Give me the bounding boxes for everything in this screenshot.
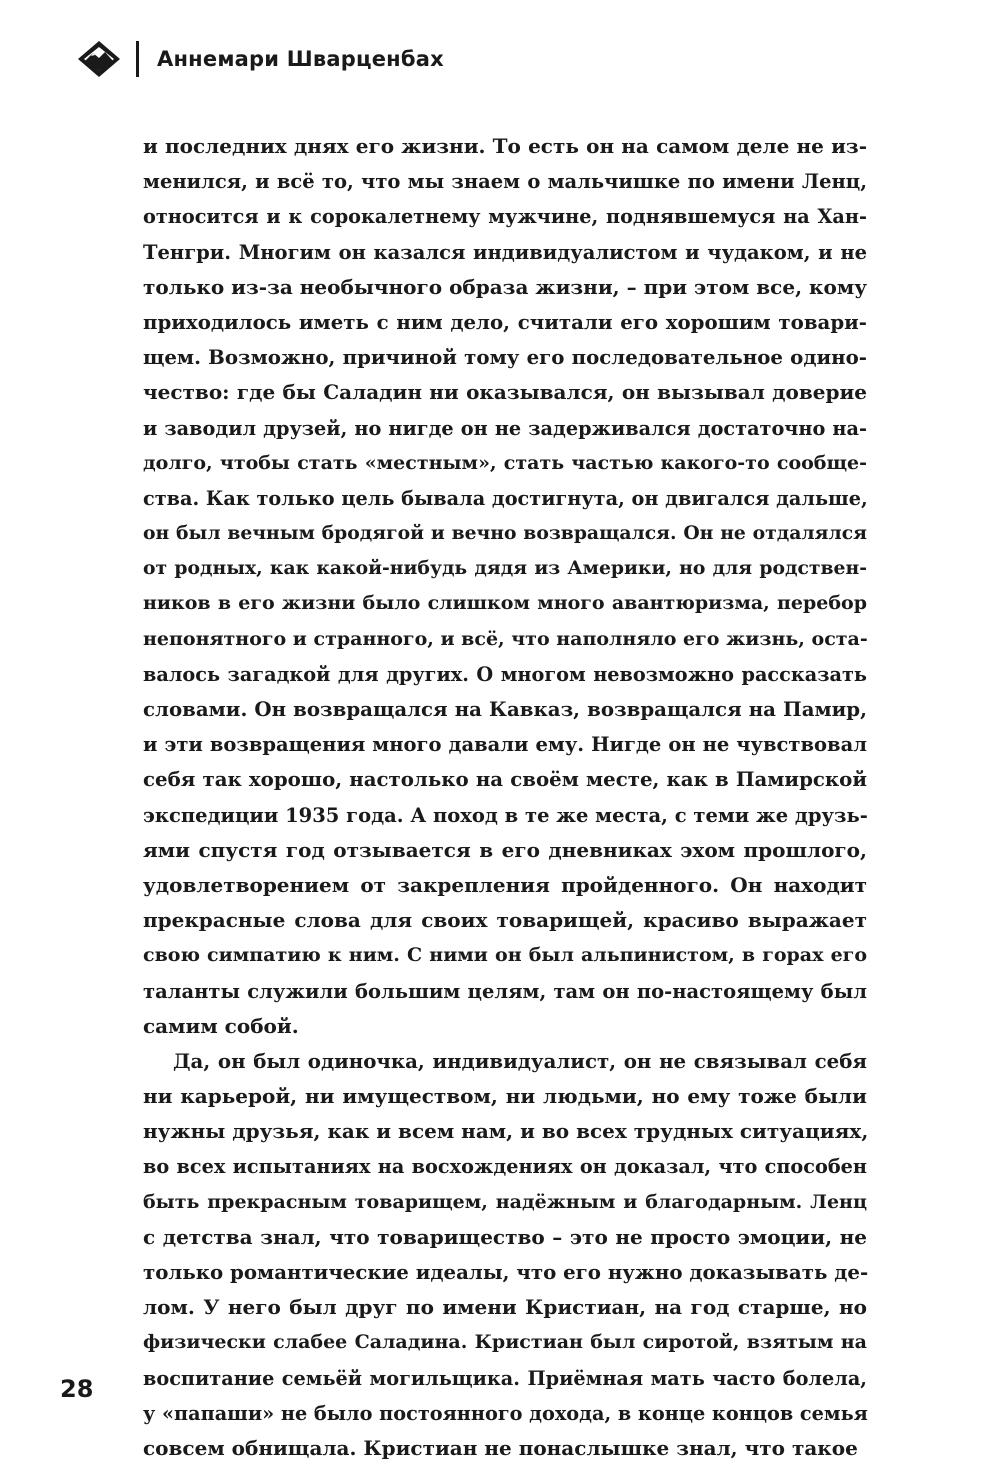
text-line: только из-за необычного образа жизни, – при этом все, кому [143,274,867,299]
text-line: нужны друзья, как и всем нам, и во всех трудных ситуациях, [143,1119,869,1144]
paragraph [143,129,867,1044]
text-line: от родных, как какой-нибудь дядя из Америки, но для родствен- [143,557,867,580]
text-line: и эти возвращения много давали ему. Нигде он не чувствовал [143,733,867,757]
text-line: только романтические идеалы, что его нужно доказывать де- [143,1260,869,1284]
text-line: прекрасные слова для своих товарищей, красиво выражает [143,908,867,933]
text-line: ников в его жизни было слишком много авантюризма, перебор [143,592,867,615]
text-line: Тенгри. Многим он казался индивидуалистом и чудаком, и не [143,240,867,264]
text-line: словами. Он возвращался на Кавказ, возвращался на Памир, [143,697,867,721]
running-header [76,36,444,82]
text-line: ства. Как только цель бывала достигнута, он двигался дальше, [143,486,868,510]
text-line: самим собой. [143,1013,299,1038]
paragraph [143,1044,867,1466]
text-line: и последних днях его жизни. То есть он на самом деле не из- [143,134,867,158]
text-line: у «папаши» не было постоянного дохода, в конце концов семья [143,1401,868,1425]
header-divider [136,41,139,77]
text-line: приходилось иметь с ним дело, считали его хорошим товари- [143,309,867,334]
text-line: лом. У него был друг по имени Кристиан, на год старше, но [143,1295,867,1320]
text-line: и заводил друзей, но нигде он не задерживался достаточно на- [143,416,867,440]
text-line: чество: где бы Саладин ни оказывался, он вызывал доверие [143,380,867,405]
page-body [143,129,867,1466]
text-line: ни карьерой, ни имуществом, ни людьми, но ему тоже были [143,1084,867,1109]
text-line: менился, и всё то, что мы знаем о мальчишке по имени Ленц, [143,170,867,194]
text-line: непонятного и странного, и всё, что наполняло его жизнь, оста- [143,627,868,650]
text-line: ями спустя год отзывается в его дневниках эхом прошлого, [143,837,867,862]
text-line: совсем обнищала. Кристиан не понаслышке знал, что такое [143,1435,858,1460]
text-line: воспитание семьёй могильщика. Приёмная мать часто болела, [143,1366,867,1390]
text-line: с детства знал, что товарищество – это не просто эмоции, не [143,1224,867,1249]
text-line: он был вечным бродягой и вечно возвращался. Он не отдалялся [143,522,867,545]
text-line: щем. Возможно, причиной тому его последовательное одино- [143,345,867,370]
page-number: 28 [60,1375,94,1403]
text-line: физически слабее Саладина. Кристиан был сиротой, взятым на [143,1331,867,1354]
text-line: себя так хорошо, настолько на своём месте, как в Памирской [143,767,867,792]
text-line: долго, чтобы стать «местным», стать частью какого-то сообще- [143,451,867,474]
text-line: таланты служили большим целям, там он по-настоящему был [143,979,867,1003]
text-line: относится и к сорокалетнему мужчине, поднявшемуся на Хан- [143,205,867,229]
author-name: Аннемари Шварценбах [157,47,444,71]
mountain-logo-icon [76,39,122,79]
text-line: валось загадкой для других. О многом невозможно рассказать [143,662,867,686]
text-line: во всех испытаниях на восхождениях он доказал, что способен [143,1155,867,1179]
text-line: экспедиции 1935 года. А поход в те же места, с теми же друзь- [143,803,868,827]
text-line: свою симпатию к ним. С ними он был альпинистом, в горах его [143,944,867,967]
text-line: удовлетворением от закрепления пройденного. Он находит [143,872,867,897]
text-line: Да, он был одиночка, индивидуалист, он не связывал себя [173,1048,867,1073]
text-line: быть прекрасным товарищем, надёжным и благодарным. Ленц [143,1190,867,1213]
